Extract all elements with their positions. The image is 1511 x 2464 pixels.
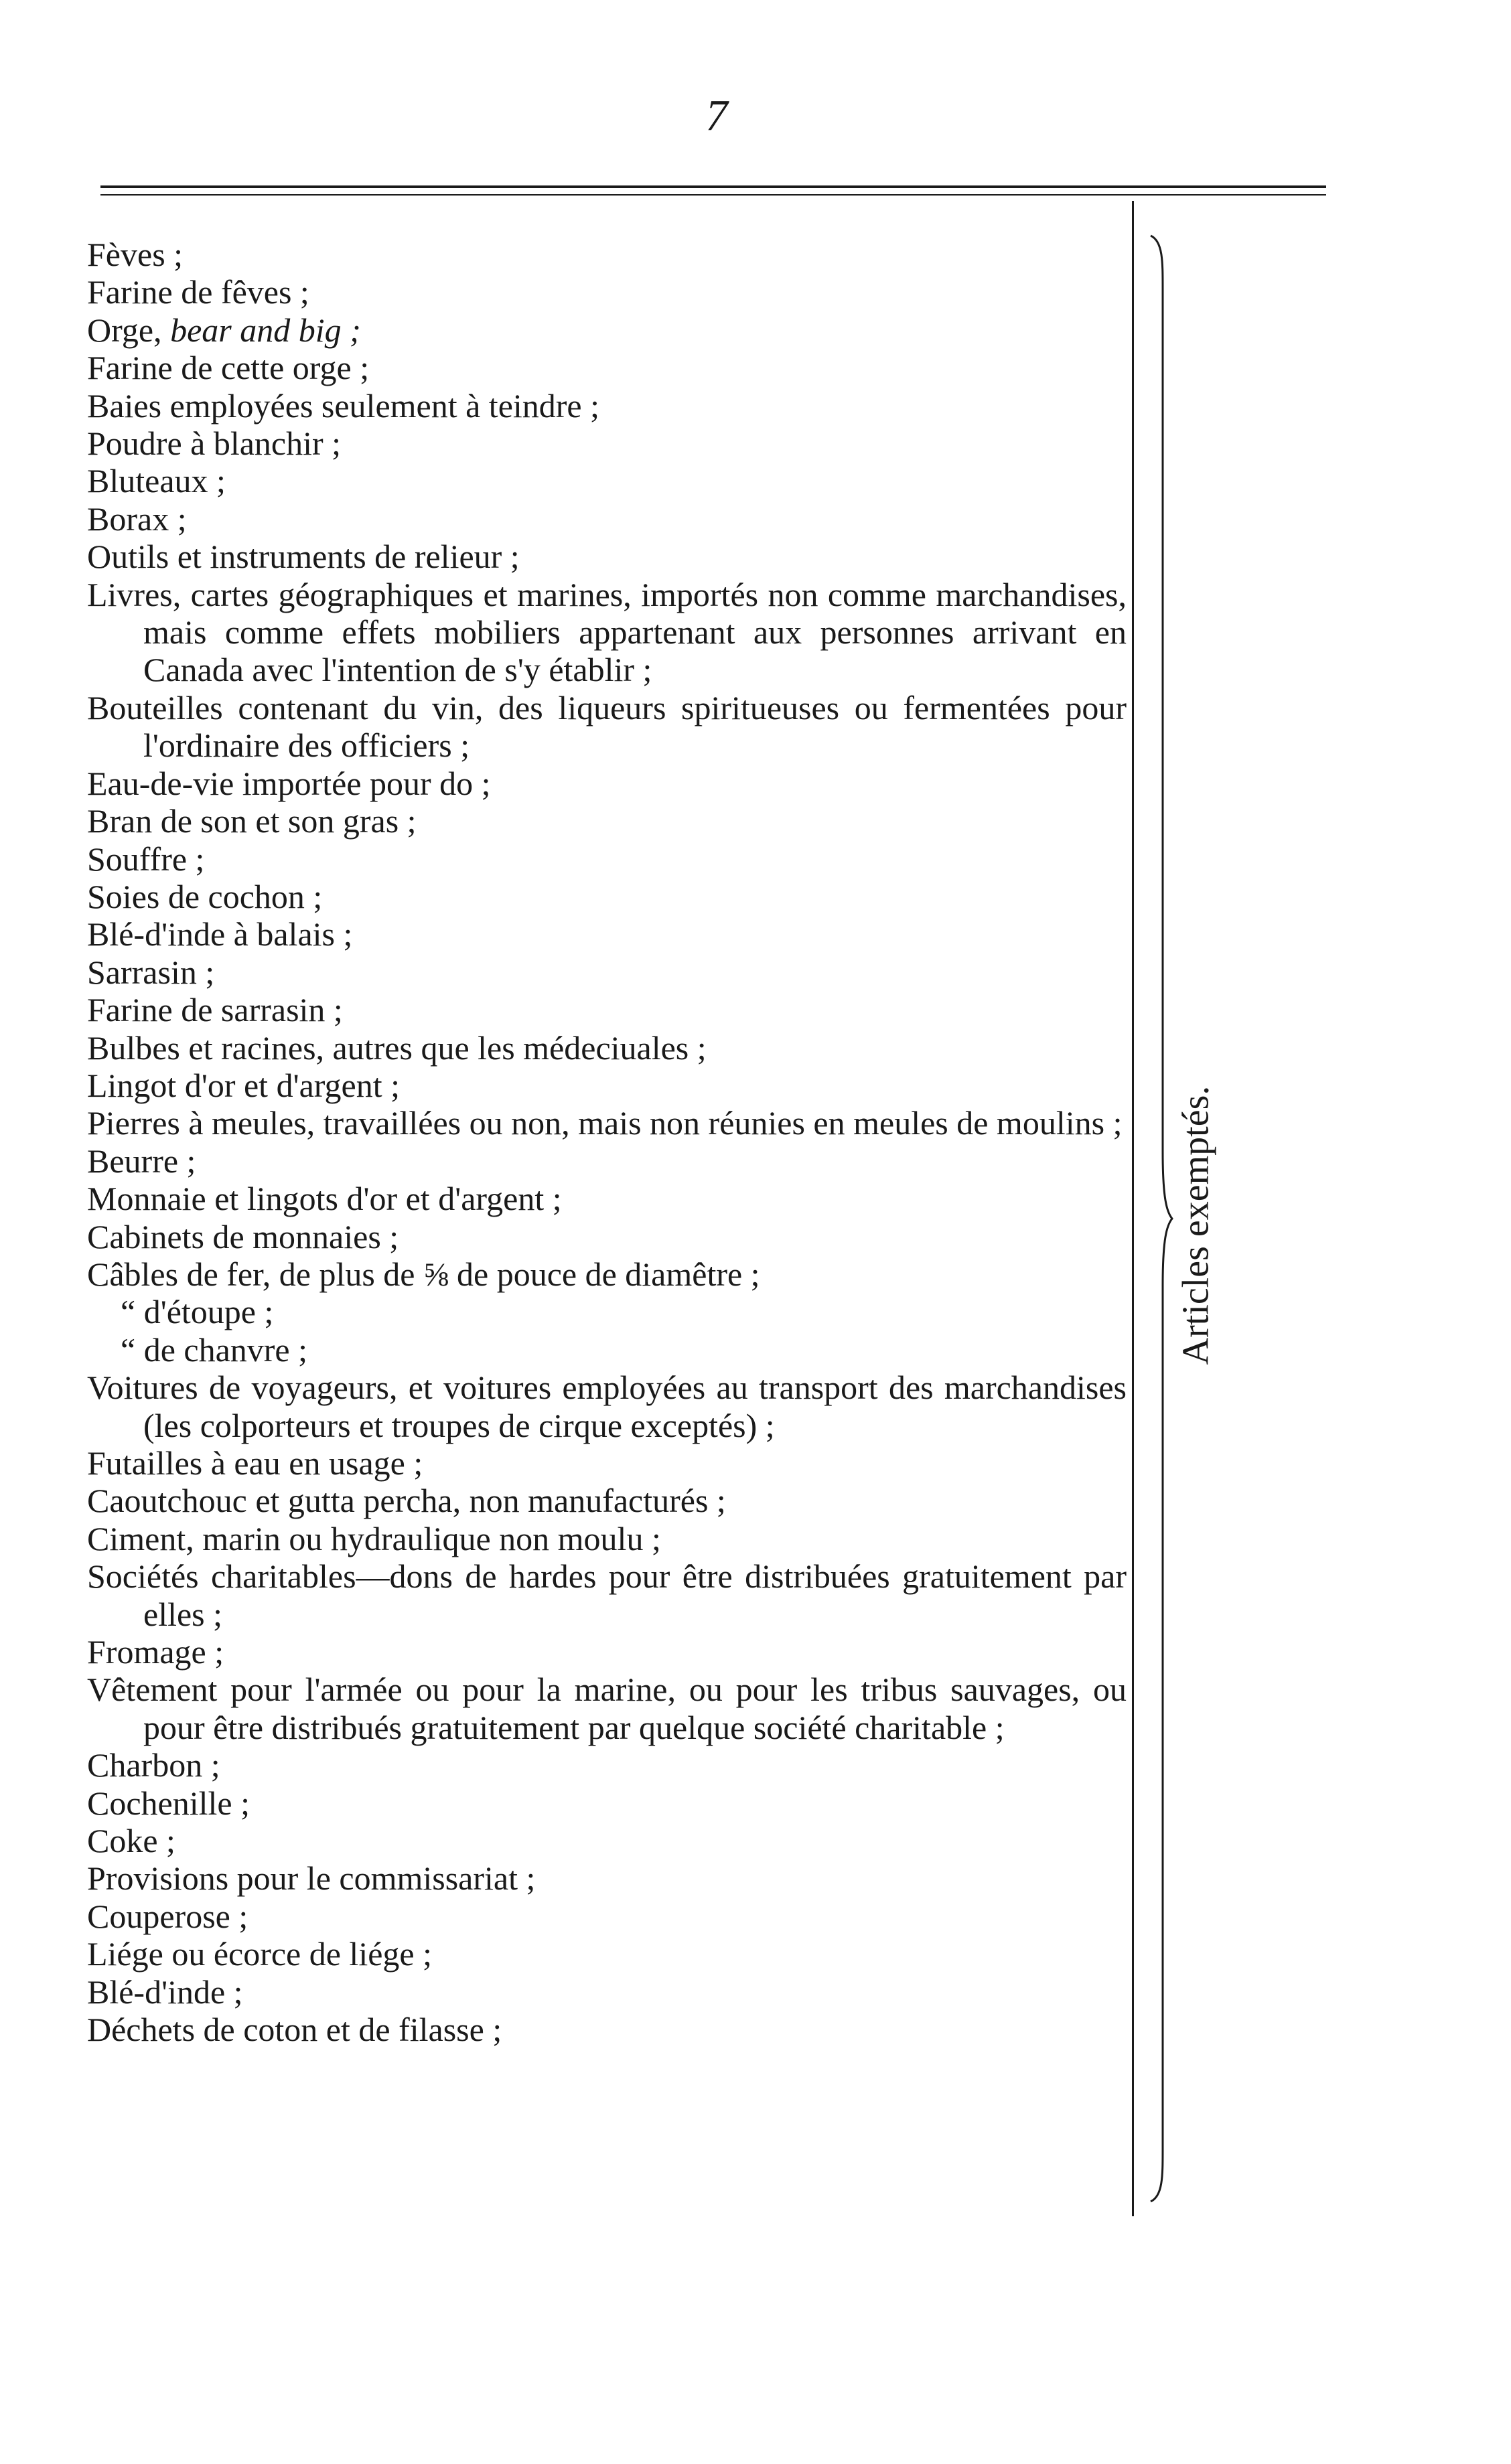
- list-item: [87, 1520, 1127, 1557]
- entry-list: [87, 236, 1127, 2049]
- list-item: [87, 236, 1127, 273]
- list-item-text: Caoutchouc et gutta percha, non manufacturés ;: [87, 1482, 726, 1520]
- list-item-text: Ciment, marin ou hydraulique non moulu ;: [87, 1519, 661, 1557]
- list-item: [87, 802, 1127, 840]
- list-item: [87, 953, 1127, 991]
- list-item-text: Voitures de voyageurs, et voitures employées au transport des marchandises (les colporteurs et troupes de cirque exceptés) ;: [87, 1369, 1127, 1444]
- list-item-text: Charbon ;: [87, 1746, 220, 1784]
- list-item-text: Couperose ;: [87, 1897, 248, 1935]
- list-item-text: Futailles à eau en usage ;: [87, 1444, 423, 1482]
- list-item-text: Provisions pour le commissariat ;: [87, 1859, 536, 1898]
- list-item-text: Outils et instruments de relieur ;: [87, 538, 520, 576]
- list-item: [87, 538, 1127, 575]
- list-item: [87, 2011, 1127, 2048]
- list-item-text: Bulbes et racines, autres que les médeciuales ;: [87, 1028, 707, 1067]
- header-rule: [100, 185, 1326, 188]
- list-item-italic: bear and big ;: [170, 311, 361, 349]
- list-item-text: Pierres à meules, travaillées ou non, mais non réunies en meules de moulins ;: [87, 1104, 1123, 1142]
- list-item: [87, 1444, 1127, 1482]
- list-item-text: Liége ou écorce de liége ;: [87, 1935, 432, 1973]
- list-item-text: Baies employées seulement à teindre ;: [87, 386, 600, 425]
- list-item-text: Eau-de-vie importée pour do ;: [87, 764, 491, 802]
- list-item: [87, 1369, 1127, 1444]
- list-item: [87, 1104, 1127, 1142]
- list-item-text: Beurre ;: [87, 1142, 196, 1180]
- list-item-text: Cochenille ;: [87, 1784, 250, 1822]
- list-item-text: Borax ;: [87, 499, 187, 538]
- list-item: [87, 991, 1127, 1028]
- list-item-text: Livres, cartes géographiques et marines, importés non comme marchandises, mais comme effets mobiliers appartenant aux personnes arrivant en Canada avec l'intention de s'y établir ;: [87, 575, 1127, 689]
- list-item-text: Orge,: [87, 311, 171, 349]
- list-item: [87, 765, 1127, 802]
- list-item: [87, 387, 1127, 425]
- list-item: [87, 462, 1127, 499]
- list-item: [87, 500, 1127, 538]
- list-item-text: Cabinets de monnaies ;: [87, 1217, 399, 1255]
- list-item: [87, 1067, 1127, 1104]
- list-item: [87, 1898, 1127, 1935]
- list-item: [87, 576, 1127, 689]
- list-item: [87, 1746, 1127, 1784]
- list-item-text: Poudre à blanchir ;: [87, 425, 342, 463]
- list-item: [87, 1180, 1127, 1217]
- list-item-text: Câbles de fer, de plus de ⅝ de pouce de diamêtre ;: [87, 1255, 760, 1293]
- list-item-text: Farine de fêves ;: [87, 273, 309, 311]
- list-item-text: Blé-d'inde à balais ;: [87, 915, 353, 953]
- list-item-text: Fèves ;: [87, 236, 184, 273]
- list-item-text: Sarrasin ;: [87, 953, 215, 991]
- list-item: [87, 1331, 1127, 1369]
- list-item: [87, 878, 1127, 915]
- list-item: [87, 311, 1127, 349]
- list-item: [87, 1633, 1127, 1671]
- list-item: [87, 1671, 1127, 1746]
- list-item-text: Fromage ;: [87, 1633, 224, 1671]
- list-item-text: “ d'étoupe ;: [121, 1293, 274, 1331]
- side-label: [1152, 1065, 1239, 1386]
- list-item-text: Soies de cochon ;: [87, 877, 323, 915]
- list-item-text: Déchets de coton et de filasse ;: [87, 2011, 502, 2049]
- list-item-text: Bran de son et son gras ;: [87, 802, 417, 840]
- list-item-text: Bluteaux ;: [87, 462, 226, 500]
- list-item: [87, 1482, 1127, 1519]
- list-item: [87, 1293, 1127, 1330]
- list-item-text: Farine de cette orge ;: [87, 349, 370, 387]
- page-number: 7: [705, 91, 728, 140]
- list-item: [87, 349, 1127, 386]
- list-item-text: Souffre ;: [87, 840, 205, 878]
- list-item-text: Lingot d'or et d'argent ;: [87, 1066, 400, 1104]
- list-item: [87, 273, 1127, 311]
- list-item-text: “ de chanvre ;: [121, 1330, 308, 1369]
- list-item: [87, 1784, 1127, 1822]
- list-item-text: Vêtement pour l'armée ou pour la marine, ou pour les tribus sauvages, ou pour être distribués gratuitement par quelque société charitable ;: [87, 1671, 1127, 1746]
- list-item: [87, 840, 1127, 878]
- list-item: [87, 1973, 1127, 2011]
- list-item: [87, 915, 1127, 953]
- list-item-text: Sociétés charitables—dons de hardes pour être distribuées gratuitement par elles ;: [87, 1557, 1127, 1633]
- list-item: [87, 1218, 1127, 1255]
- side-label-text: Articles exemptés.: [1175, 1085, 1216, 1365]
- list-item: [87, 1859, 1127, 1897]
- list-item-text: Coke ;: [87, 1822, 175, 1860]
- list-item: [87, 1029, 1127, 1067]
- list-item-text: Blé-d'inde ;: [87, 1973, 243, 2011]
- list-item-text: Bouteilles contenant du vin, des liqueurs spiritueuses ou fermentées pour l'ordinaire des officiers ;: [87, 688, 1127, 765]
- list-item: [87, 1557, 1127, 1633]
- list-item: [87, 1822, 1127, 1859]
- list-item-text: Monnaie et lingots d'or et d'argent ;: [87, 1180, 562, 1218]
- column-divider: [1132, 201, 1134, 2216]
- list-item: [87, 425, 1127, 462]
- header-rule-thin: [100, 194, 1326, 196]
- list-item: [87, 1255, 1127, 1293]
- list-item-text: Farine de sarrasin ;: [87, 991, 343, 1029]
- list-item: [87, 689, 1127, 765]
- list-item: [87, 1935, 1127, 1973]
- list-item: [87, 1142, 1127, 1180]
